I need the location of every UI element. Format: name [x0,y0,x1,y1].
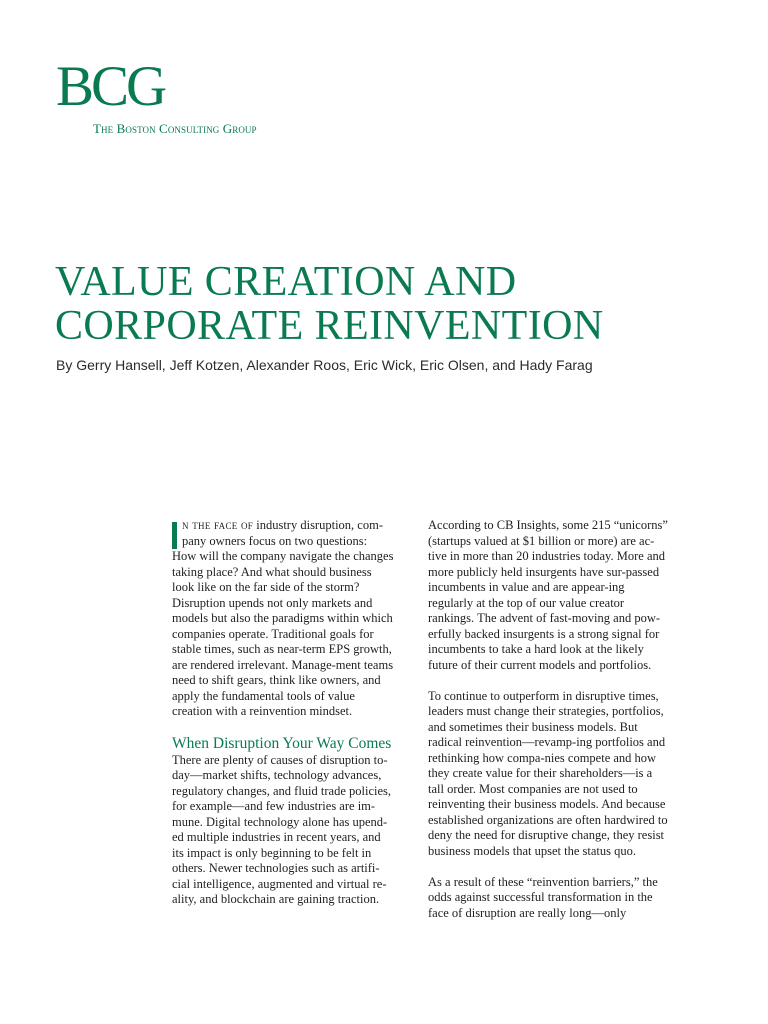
right-column [428,518,670,921]
bcg-logo [56,55,257,136]
logo-mark: BCG [56,55,165,118]
body-paragraph: According to CB Insights, some 215 “unicorns” (startups valued at $1 billion or more) are ac-tive in more than 20 industries today. More and more publicly held insurgents have sur-passed incumbents in value and are appear-ing regularly at the top of our value creator rankings. The advent of fast-moving and pow-erfully backed insurgents is a strong signal for incumbents to take a hard look at the likely future of their current models and portfolios. [428,518,668,672]
drop-cap-bar [172,522,177,549]
body-paragraph: To continue to outperform in disruptive times, leaders must change their strategies, portfolios, and sometimes their business models. But radical reinvention—revamp-ing portfolios and rethinking how compa-nies compete and how they create value for their shareholders—is a tall order. Most companies are not used to reinventing their business models. And because established organizations are often hardwired to deny the need for disruptive change, they resist business models that upset the status quo. [428,688,668,858]
intro-text: industry disruption, com-pany owners focus on two questions: How will the company navigate the changes taking place? And what should business look like on the far side of the storm? Disruption upends not only markets and models but also the paradigms within which companies operate. Traditional goals for stable times, such as near-term EPS growth, are rendered irrelevant. Manage-ment teams need to shift gears, think like owners, and apply the fundamental tools of value creation with a reinvention mindset. [172,518,394,718]
title-line-1: VALUE CREATION AND [55,259,517,305]
byline: By Gerry Hansell, Jeff Kotzen, Alexander Roos, Eric Wick, Eric Olsen, and Hady Farag [56,357,593,373]
section-heading: When Disruption Your Way Comes [172,734,392,752]
lead-in: n the face of [182,518,254,532]
body-paragraph: There are plenty of causes of disruption to-day—market shifts, technology advances, regulatory changes, and fluid trade policies, for example—and few industries are im-mune. Digital technology alone has upend-ed multiple industries in recent years, and its impact is only beginning to be felt in others. Newer technologies such as artifi-cial intelligence, augmented and virtual re-ality, and blockchain are gaining traction. [172,752,392,906]
logo-company-name: The Boston Consulting Group [93,121,257,136]
left-column [172,518,394,908]
body-paragraph: As a result of these “reinvention barriers,” the odds against successful transformation in the face of disruption are really long—only [428,874,658,920]
page-title [55,260,604,348]
title-line-2: CORPORATE REINVENTION [55,303,604,349]
intro-paragraph [172,518,394,720]
